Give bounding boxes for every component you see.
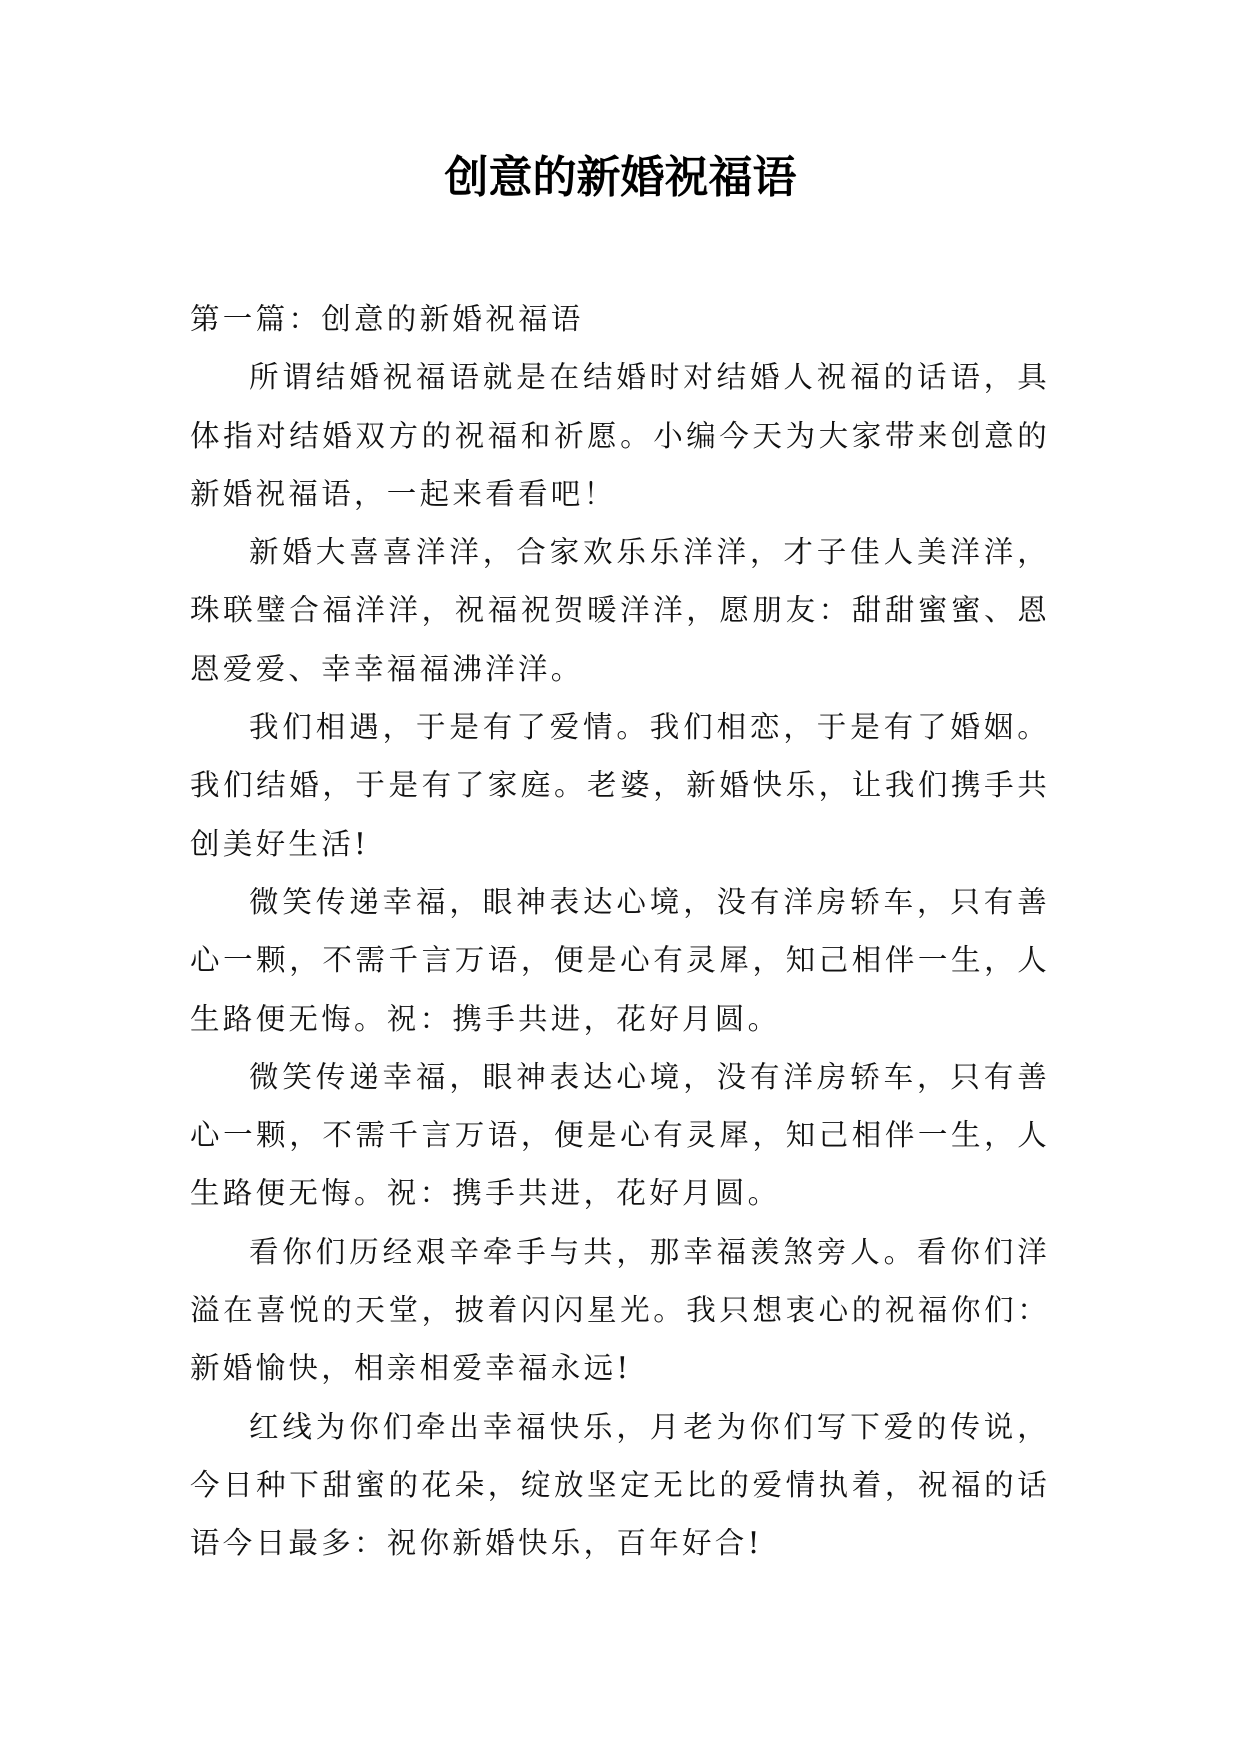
paragraph-blessing-3: 微笑传递幸福，眼神表达心境，没有洋房轿车，只有善心一颗，不需千言万语，便是心有灵犀，知己相伴一生，人生路便无悔。祝：携手共进，花好月圆。 (190, 884, 1050, 1036)
paragraph-blessing-4: 微笑传递幸福，眼神表达心境，没有洋房轿车，只有善心一颗，不需千言万语，便是心有灵犀，知己相伴一生，人生路便无悔。祝：携手共进，花好月圆。 (190, 1059, 1050, 1211)
paragraph-blessing-6: 红线为你们牵出幸福快乐，月老为你们写下爱的传说，今日种下甜蜜的花朵，绽放坚定无比的爱情执着，祝福的话语今日最多：祝你新婚快乐，百年好合! (190, 1409, 1050, 1561)
paragraph-blessing-5: 看你们历经艰辛牵手与共，那幸福羡煞旁人。看你们洋溢在喜悦的天堂，披着闪闪星光。我只想衷心的祝福你们：新婚愉快，相亲相爱幸福永远! (190, 1234, 1050, 1386)
paragraph-intro: 所谓结婚祝福语就是在结婚时对结婚人祝福的话语，具体指对结婚双方的祝福和祈愿。小编今天为大家带来创意的新婚祝福语，一起来看看吧！ (190, 360, 1050, 511)
paragraph-blessing-1: 新婚大喜喜洋洋，合家欢乐乐洋洋，才子佳人美洋洋，珠联璧合福洋洋，祝福祝贺暖洋洋，愿朋友：甜甜蜜蜜、恩恩爱爱、幸幸福福沸洋洋。 (190, 535, 1050, 686)
section-heading: 第一篇：创意的新婚祝福语 (190, 302, 584, 336)
document-body (190, 290, 1050, 1573)
document-title: 创意的新婚祝福语 (444, 152, 797, 203)
paragraph-blessing-2: 我们相遇，于是有了爱情。我们相恋，于是有了婚姻。我们结婚，于是有了家庭。老婆，新婚快乐，让我们携手共创美好生活! (190, 710, 1050, 861)
